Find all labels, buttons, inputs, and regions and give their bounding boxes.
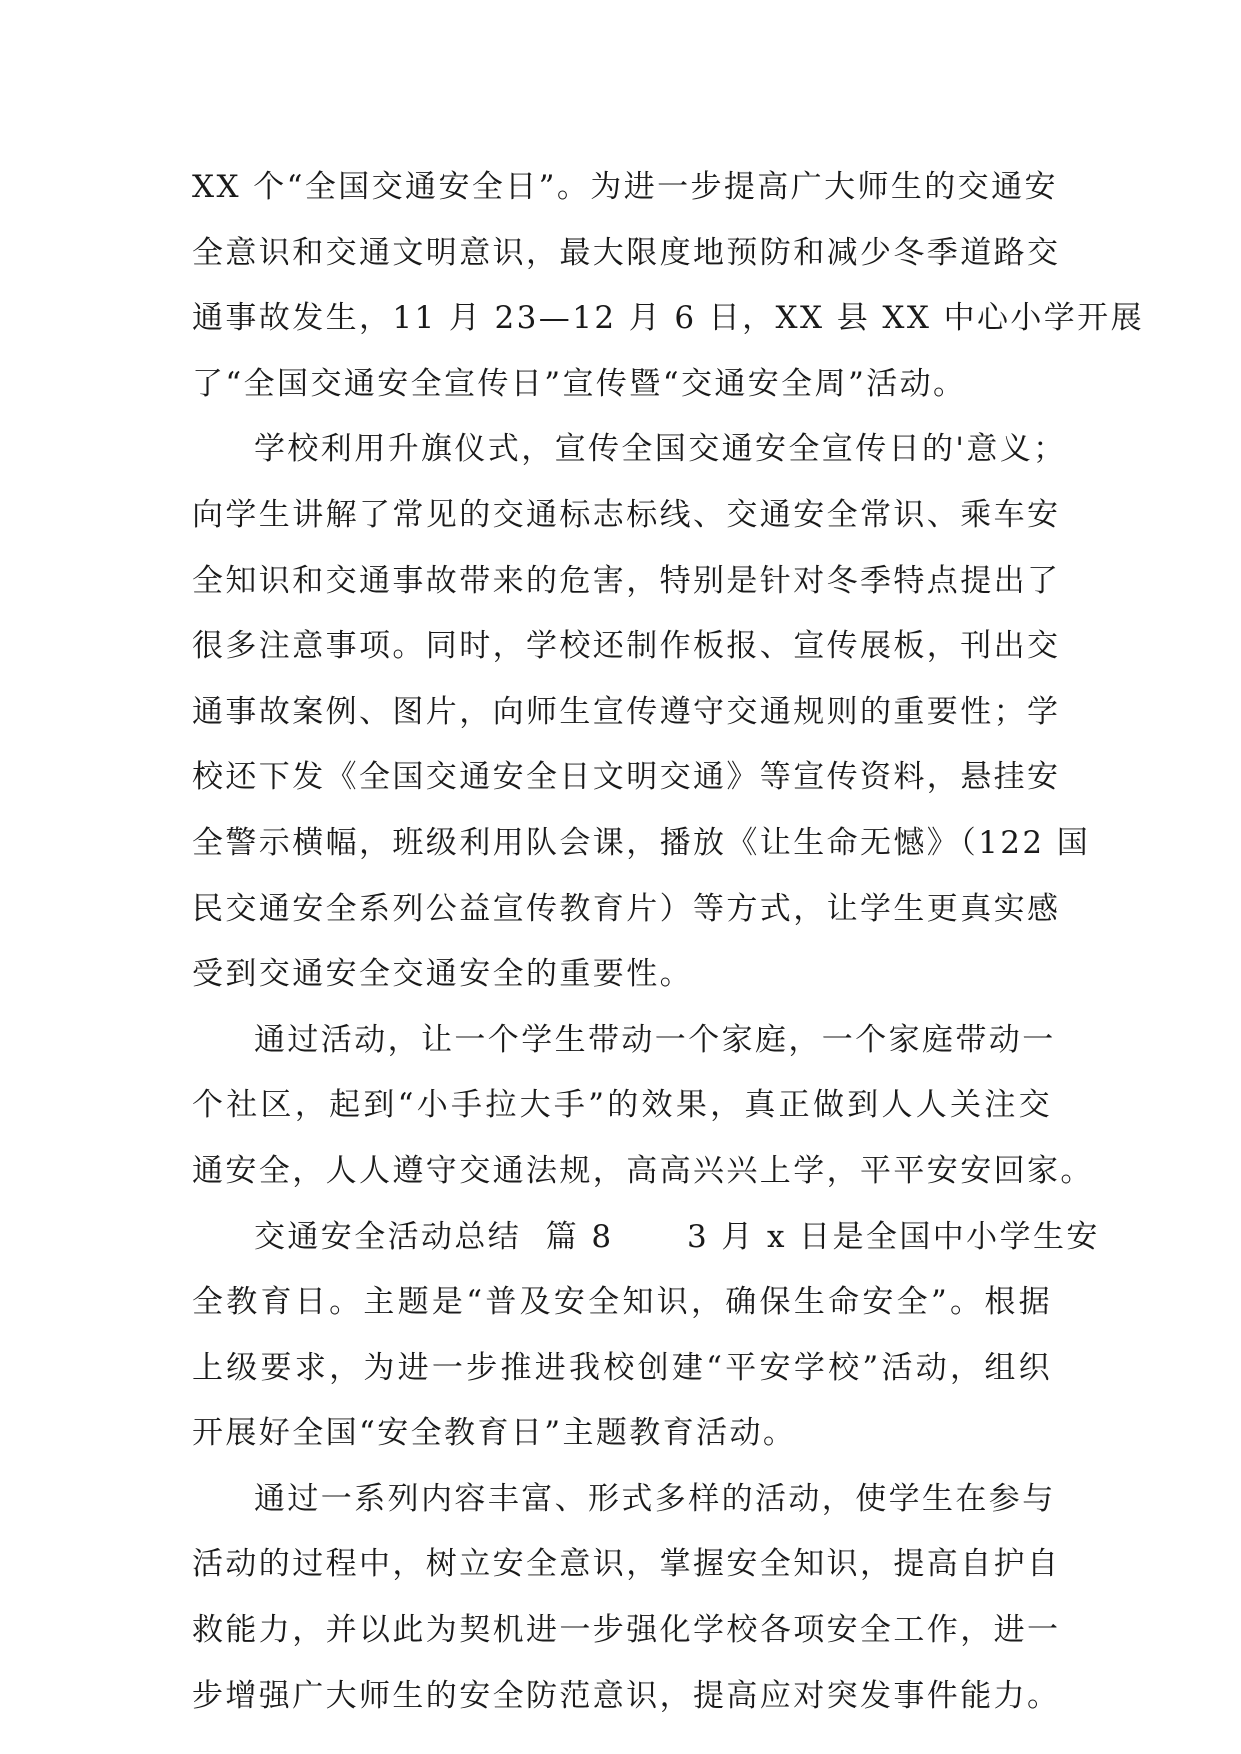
text-line: 上级要求，为进一步推进我校创建“平安学校”活动，组织 (192, 1349, 1052, 1386)
text-line: 步增强广大师生的安全防范意识，提高应对突发事件能力。 (192, 1677, 1061, 1714)
text-line: 学校利用升旗仪式，宣传全国交通安全宣传日的'意义； (254, 431, 1067, 468)
paragraph-3 (192, 1008, 1094, 1205)
text-line: 个社区，起到“小手拉大手”的效果，真正做到人人关注交 (192, 1087, 1052, 1124)
paragraph-5 (192, 1467, 1061, 1729)
text-line: 了“全国交通安全宣传日”宣传暨“交通安全周”活动。 (192, 365, 967, 402)
paragraph-2 (192, 417, 1091, 1007)
paragraph-1 (192, 155, 1144, 417)
text-line: 向学生讲解了常见的交通标志标线、交通安全常识、乘车安 (192, 496, 1061, 533)
text-line: 全意识和交通文明意识，最大限度地预防和减少冬季道路交 (192, 234, 1061, 271)
text-line: 通安全，人人遵守交通法规，高高兴兴上学，平平安安回家。 (192, 1152, 1094, 1189)
text-line: 开展好全国“安全教育日”主题教育活动。 (192, 1415, 797, 1452)
text-line: XX 个“全国交通安全日”。为进一步提高广大师生的交通安 (192, 169, 1058, 205)
document-body (192, 155, 1144, 1729)
text-line: 受到交通安全交通安全的重要性。 (192, 956, 693, 993)
text-line: 校还下发《全国交通安全日文明交通》等宣传资料，悬挂安 (192, 759, 1061, 796)
paragraph-4 (192, 1205, 1100, 1467)
text-line: 民交通安全系列公益宣传教育片）等方式，让学生更真实感 (192, 890, 1061, 927)
text-line: 全教育日。主题是“普及安全知识，确保生命安全”。根据 (192, 1284, 1052, 1321)
text-line: 通过活动，让一个学生带动一个家庭，一个家庭带动一 (254, 1021, 1056, 1058)
text-line: 通过一系列内容丰富、形式多样的活动，使学生在参与 (254, 1480, 1056, 1517)
text-line: 很多注意事项。同时，学校还制作板报、宣传展板，刊出交 (192, 628, 1061, 665)
text-line: 通事故发生，11 月 23—12 月 6 日，XX 县 XX 中心小学开展 (192, 300, 1144, 337)
text-line: 通事故案例、图片，向师生宣传遵守交通规则的重要性；学 (192, 693, 1061, 730)
text-line: 救能力，并以此为契机进一步强化学校各项安全工作，进一 (192, 1612, 1061, 1649)
text-line: 活动的过程中，树立安全意识，掌握安全知识，提高自护自 (192, 1546, 1061, 1583)
text-line: 全警示横幅，班级利用队会课，播放《让生命无憾》（122 国 (192, 824, 1091, 861)
text-line: 全知识和交通事故带来的危害，特别是针对冬季特点提出了 (192, 562, 1061, 599)
text-line: 交通安全活动总结 篇 8 3 月 x 日是全国中小学生安 (254, 1218, 1100, 1255)
